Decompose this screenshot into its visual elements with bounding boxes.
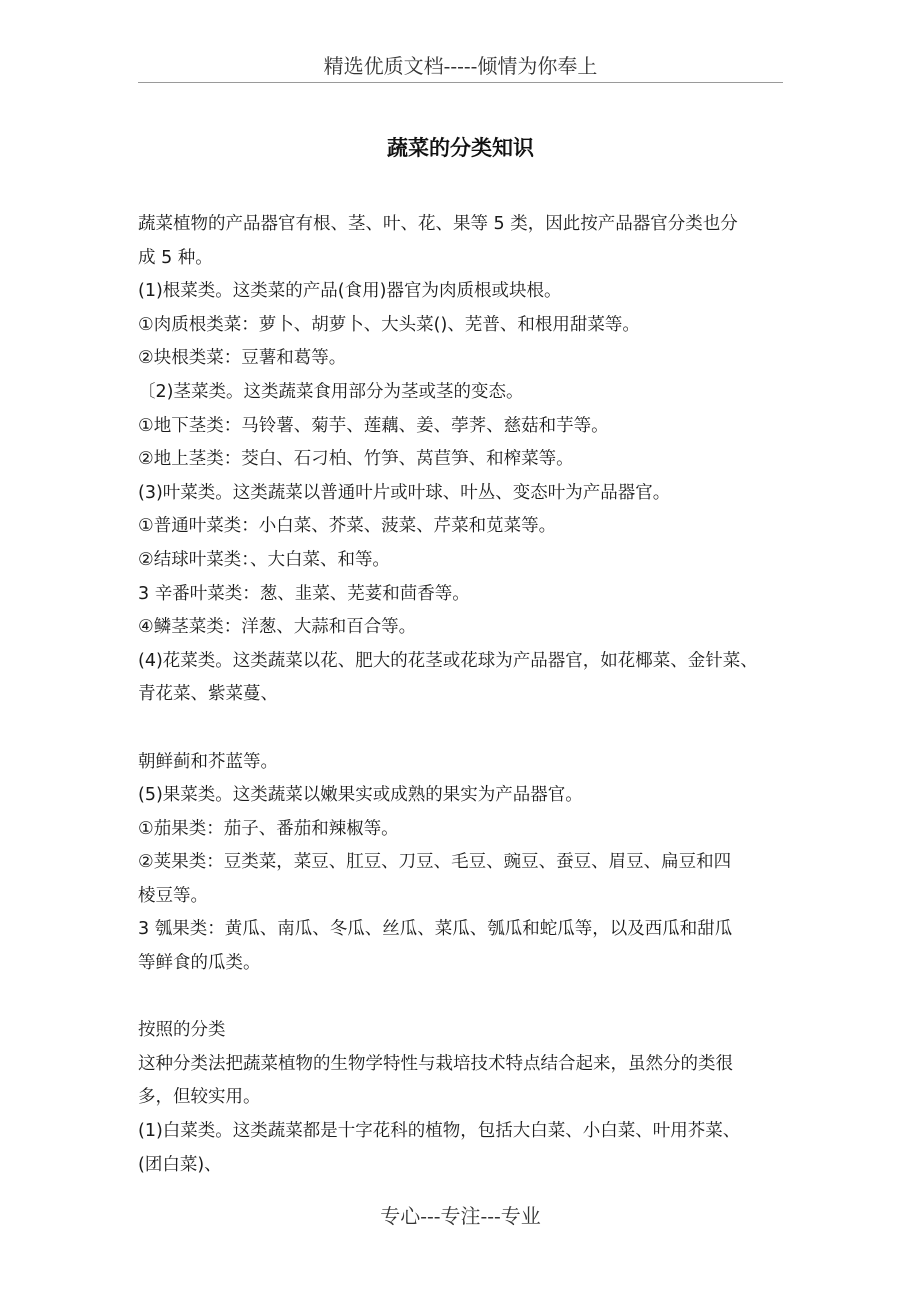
paragraph-line: 朝鲜蓟和芥蓝等。	[138, 751, 278, 772]
paragraph-line: (团白菜)、	[138, 1154, 222, 1175]
paragraph-line: ②结球叶菜类：、大白菜、和等。	[138, 549, 390, 570]
paragraph-line: 棱豆等。	[138, 885, 208, 906]
paragraph-line: ④鳞茎菜类：洋葱、大蒜和百合等。	[138, 617, 417, 638]
page-header: 精选优质文档-----倾情为你奉上	[323, 54, 598, 78]
paragraph-line: ①地下茎类：马铃薯、菊芋、莲藕、姜、荸荠、慈菇和芋等。	[138, 415, 609, 436]
paragraph-line: 蔬菜植物的产品器官有根、茎、叶、花、果等 5 类，因此按产品器官分类也分	[138, 214, 738, 234]
paragraph-line: 这种分类法把蔬菜植物的生物学特性与栽培技术特点结合起来，虽然分的类很	[138, 1053, 733, 1074]
paragraph-line: (1)根菜类。这类菜的产品(食用)器官为肉质根或块根。	[138, 281, 562, 302]
paragraph-line: (5)果菜类。这类蔬菜以嫩果实或成熟的果实为产品器官。	[138, 785, 583, 806]
paragraph-line: 成 5 种。	[138, 247, 213, 268]
paragraph-line: (3)叶菜类。这类蔬菜以普通叶片或叶球、叶丛、变态叶为产品器官。	[138, 482, 671, 503]
paragraph-line: ②地上茎类：茭白、石刁柏、竹笋、莴苣笋、和榨菜等。	[138, 449, 574, 470]
paragraph-line: 多，但较实用。	[138, 1087, 261, 1108]
paragraph-line: ②块根类菜：豆薯和葛等。	[138, 348, 347, 369]
document-title: 蔬菜的分类知识	[387, 136, 534, 160]
paragraph-line: ②荚果类：豆类菜，菜豆、肛豆、刀豆、毛豆、豌豆、蚕豆、眉豆、扁豆和四	[138, 852, 732, 873]
paragraph-line: ①茄果类：茄子、番茄和辣椒等。	[138, 818, 399, 839]
section-heading: 按照的分类	[138, 1020, 226, 1041]
paragraph-line: 3 瓠果类：黄瓜、南瓜、冬瓜、丝瓜、菜瓜、瓠瓜和蛇瓜等，以及西瓜和甜瓜	[138, 919, 733, 940]
paragraph-line: 等鲜食的瓜类。	[138, 953, 261, 974]
paragraph-line: ①普通叶菜类：小白菜、芥菜、菠菜、芹菜和苋菜等。	[138, 516, 557, 537]
paragraph-line: 3 辛番叶菜类：葱、韭菜、芜荽和茴香等。	[138, 583, 470, 604]
paragraph-line: (4)花菜类。这类蔬菜以花、肥大的花茎或花球为产品器官，如花椰菜、金针菜、	[138, 650, 758, 671]
blank-line	[138, 981, 788, 1015]
paragraph-line: (1)白菜类。这类蔬菜都是十字花科的植物，包括大白菜、小白菜、叶用芥菜、	[138, 1121, 741, 1142]
blank-line	[138, 712, 788, 746]
header-divider	[138, 82, 783, 83]
paragraph-line: ①肉质根类菜：萝卜、胡萝卜、大头菜()、芜普、和根用甜菜等。	[138, 314, 640, 335]
paragraph-line: 青花菜、紫菜蔓、	[138, 684, 278, 705]
page-footer: 专心---专注---专业	[380, 1204, 541, 1228]
paragraph-line: 〔2)茎菜类。这类蔬菜食用部分为茎或茎的变态。	[138, 381, 524, 402]
document-body	[138, 208, 788, 1182]
